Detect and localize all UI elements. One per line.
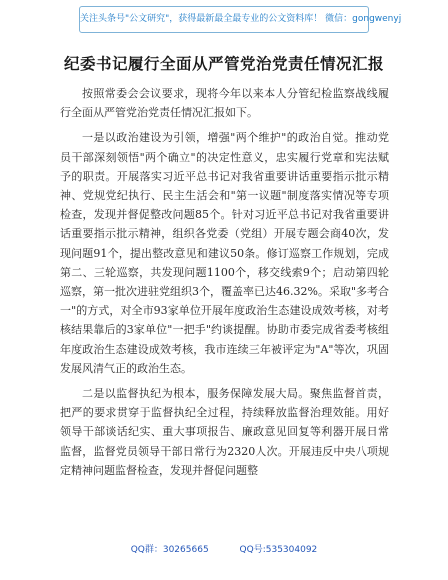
footer-contacts [0, 542, 448, 555]
document-title: 纪委书记履行全面从严管党治党责任情况汇报 [63, 55, 384, 73]
qq-number-text: QQ号:535304092 [239, 545, 318, 555]
header-banner-area [0, 0, 448, 40]
paragraph-intro: 按照常委会会议要求，现将今年以来本人分管纪检监察战线履行全面从严管党治党责任情况汇报如下。 [60, 87, 389, 120]
paragraph-political-building: 一是以政治建设为引领，增强"两个维护"的政治自觉。推动党员干部深刻领悟"两个确立"的决定性意义，忠实履行党章和宪法赋予的职责。开展落实习近平总书记对我省重要讲话重要指示批示精神、党规党纪执行、民主生活会和"第一议题"制度落实情况等专项检查，发现并督促整改问题85个。针对习近平总书记对我省重要讲话重要指示批示精神，组织各党委（党组）开展专题会商40次，发现问题91个，提出整改意见和建议50条。修订巡察工作规划，完成第二、三轮巡察，共发现问题1100个，移交线索9个；启动第四轮巡察，第一批次进驻党组织3个，覆盖率已达46.32%。采取"多考合一"的方式，对全市93家单位开展年度政治生态建设成效考核，对考核结果靠后的3家单位"一把手"约谈提醒。协助市委完成省委考核组年度政治生态建设成效考核，我市连续三年被评定为"A"等次，巩固发展风清气正的政治生态。 [60, 131, 389, 375]
document-body [60, 84, 389, 480]
paragraph-supervision: 二是以监督执纪为根本，服务保障发展大局。聚焦监督首责，把严的要求贯穿于监督执纪全过程，持续释放监督治理效能。用好领导干部谈话纪实、重大事项报告、廉政意见回复等利器开展日常监督，监督党员领导干部日常行为2320人次。开展违反中央八项规定精神问题监督检查，发现并督促问题整 [60, 387, 389, 477]
promo-banner: 关注头条号"公文研究"，获得最新最全最专业的公文资料库！ 微信：gongwenyj [79, 6, 369, 33]
qq-group-text: QQ群：30265665 [130, 545, 209, 555]
